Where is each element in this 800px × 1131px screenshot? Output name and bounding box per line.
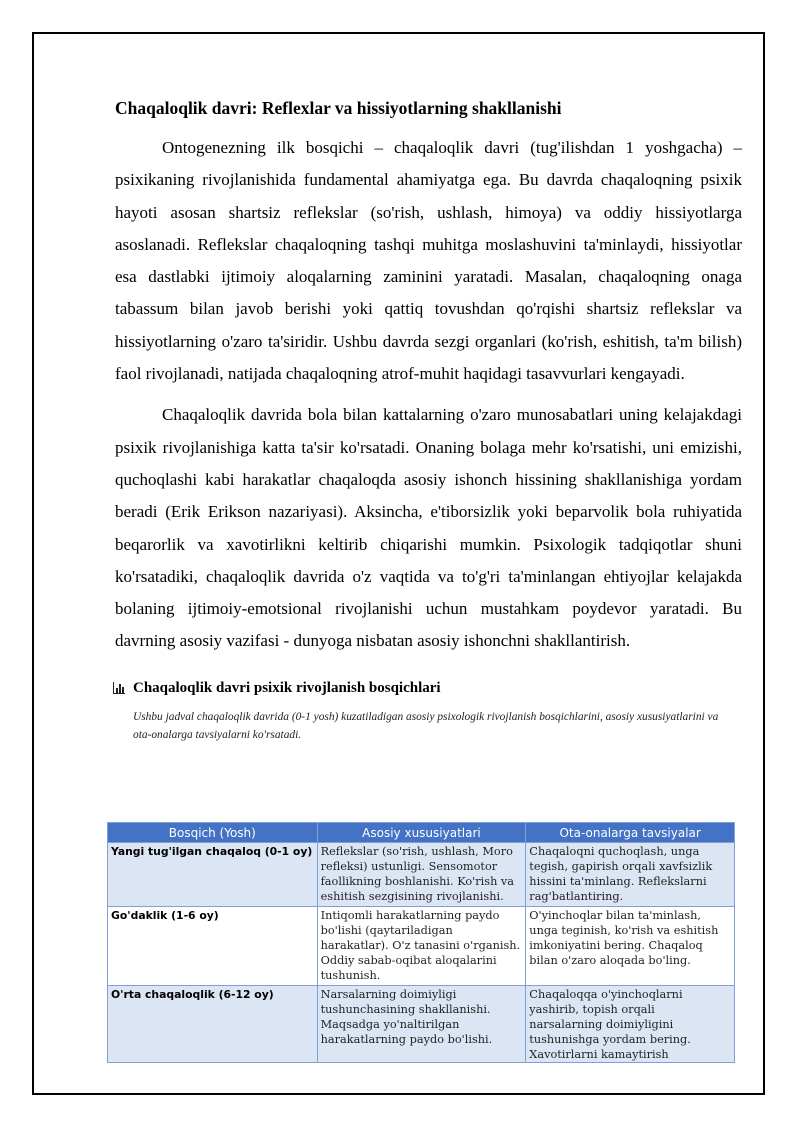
stage-cell: Yangi tug'ilgan chaqaloq (0-1 oy)	[108, 843, 318, 907]
stage-cell: Go'daklik (1-6 oy)	[108, 907, 318, 986]
advice-cell: Chaqaloqqa o'yinchoqlarni yashirib, topish orqali narsalarning doimiyligini tushunishga yordam bering. Xavotirlarni kamaytirish	[526, 986, 735, 1063]
table-row	[108, 843, 735, 907]
header-stage: Bosqich (Yosh)	[108, 823, 318, 843]
table-header-row	[108, 823, 735, 843]
table-row	[108, 986, 735, 1063]
paragraph-1: Ontogenezning ilk bosqichi – chaqaloqlik davri (tug'ilishdan 1 yoshgacha) – psixikaning rivojlanishida fundamental ahamiyatga ega. Bu davrda chaqaloqning psixik hayoti asosan shartsiz reflekslar (so'rish, ushlash, himoya) va oddiy hissiyotlarga asoslanadi. Reflekslar chaqaloqning tashqi muhitga moslashuvini ta'minlaydi, hissiyotlar esa dastlabki ijtimoiy aloqalarning zaminini yaratadi. Masalan, chaqaloqning onaga tabassum bilan javob berishi yoki qattiq tovushdan qo'rqishi shartsiz reflekslar va hissiyotlarning o'zaro ta'siridir. Ushbu davrda sezgi organlari (ko'rish, eshitish, ta'm bilish) faol rivojlanadi, natijada chaqaloqning atrof-muhit haqidagi tasavvurlari kengayadi.	[115, 138, 742, 384]
bar-chart-icon	[113, 682, 125, 694]
features-cell: Narsalarning doimiyligi tushunchasining shakllanishi. Maqsadga yo'naltirilgan harakatlarning paydo bo'lishi.	[317, 986, 526, 1063]
table-row	[108, 907, 735, 986]
table-caption: Ushbu jadval chaqaloqlik davrida (0-1 yosh) kuzatiladigan asosiy psixologik rivojlanish bosqichlarini, asosiy xususiyatlarini va ota-onalarga tavsiyalarni ko'rsatadi.	[133, 710, 719, 741]
header-advice: Ota-onalarga tavsiyalar	[526, 823, 735, 843]
document-body	[115, 96, 742, 744]
document-title: Chaqaloqlik davri: Reflexlar va hissiyotlarning shakllanishi	[115, 98, 562, 118]
section-heading	[113, 678, 742, 698]
features-cell: Reflekslar (so'rish, ushlash, Moro refleksi) ustunligi. Sensomotor faollikning boshlanishi. Ko'rish va eshitish sezgisining rivojlanishi.	[317, 843, 526, 907]
advice-cell: O'yinchoqlar bilan ta'minlash, unga teginish, ko'rish va eshitish imkoniyatini bering. Chaqaloq bilan o'zaro aloqada bo'ling.	[526, 907, 735, 986]
stages-table	[107, 822, 735, 1063]
table-container	[107, 822, 736, 1061]
header-features: Asosiy xususiyatlari	[317, 823, 526, 843]
paragraph-2: Chaqaloqlik davrida bola bilan kattalarning o'zaro munosabatlari uning kelajakdagi psixik rivojlanishiga katta ta'sir ko'rsatadi. Onaning bolaga mehr ko'rsatishi, uni emizishi, quchoqlashi kabi harakatlar chaqaloqda asosiy ishonch hissining shakllanishiga yordam beradi (Erik Erikson nazariyasi). Aksincha, e'tiborsizlik yoki beparvolik bola ruhiyatida beqarorlik va xavotirlikni keltirib chiqarishi mumkin. Psixologik tadqiqotlar shuni ko'rsatadiki, chaqaloqlik davrida o'z vaqtida va to'g'ri ta'minlangan ehtiyojlar kelajakda bolaning ijtimoiy-emotsional rivojlanishi uchun mustahkam poydevor yaratadi. Bu davrning asosiy vazifasi - dunyoga nisbatan asosiy ishonchni shakllantirish.	[115, 405, 742, 651]
section-heading-text: Chaqaloqlik davri psixik rivojlanish bosqichlari	[133, 679, 441, 696]
features-cell: Intiqomli harakatlarning paydo bo'lishi (qaytariladigan harakatlar). O'z tanasini o'rganish. Oddiy sabab-oqibat aloqalarini tushunish.	[317, 907, 526, 986]
advice-cell: Chaqaloqni quchoqlash, unga tegish, gapirish orqali xavfsizlik hissini ta'minlang. Reflekslarni rag'batlantiring.	[526, 843, 735, 907]
stage-cell: O'rta chaqaloqlik (6-12 oy)	[108, 986, 318, 1063]
